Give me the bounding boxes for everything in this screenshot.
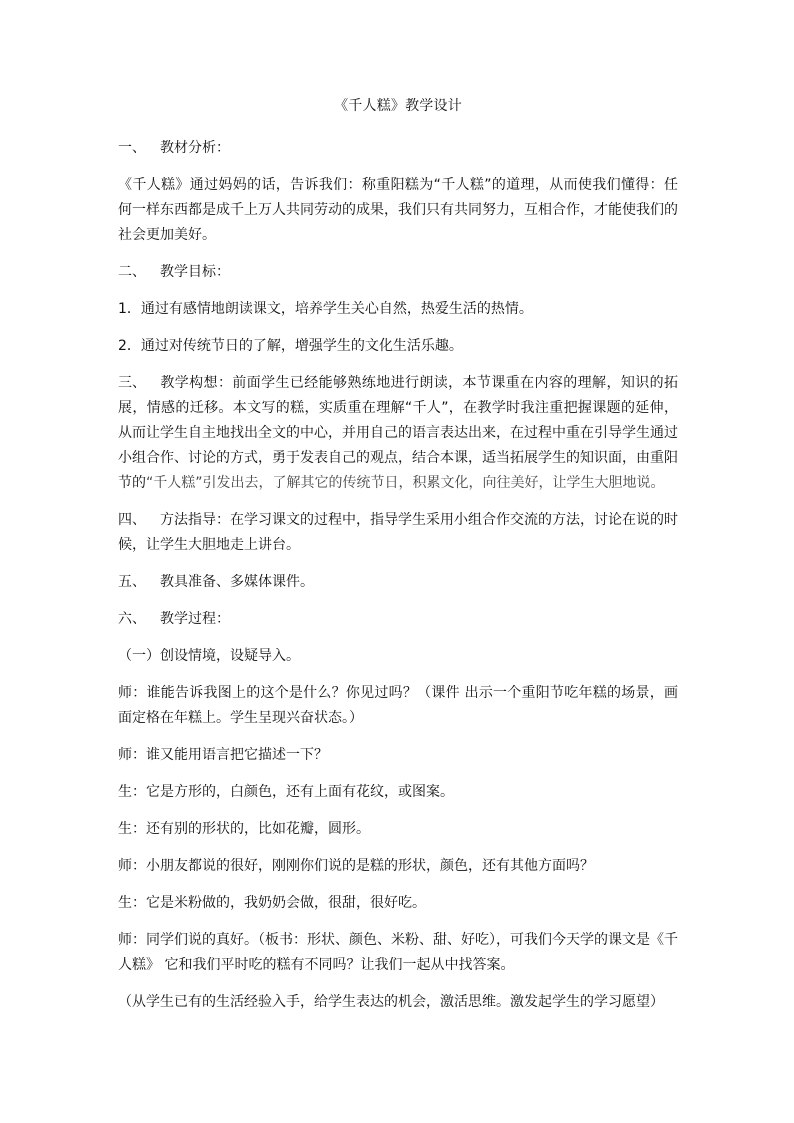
analysis-paragraph: 《千人糕》通过妈妈的话，告诉我们：称重阳糕为“千人糕”的道理，从而使我们懂得：任何一样东西都是成千上万人共同劳动的成果，我们只有共同努力，互相合作，才能使我们的社会更加美好。 — [118, 177, 678, 243]
section-heading-analysis — [118, 136, 678, 161]
dialogue-line: 师：谁又能用语言把它描述一下？ — [118, 747, 328, 763]
section-label: 教学目标： — [160, 264, 230, 280]
teaching-note: （从学生已有的生活经验入手，给学生表达的机会，激活思维。激发起学生的学习愿望） — [118, 994, 664, 1010]
method-guidance-text: 方法指导：在学习课文的过程中，指导学生采用小组合作交流的方法，讨论在说的时候，让学生大胆地走上讲台。 — [118, 512, 678, 553]
dialogue-line: 生：还有别的形状的，比如花瓣，圆形。 — [118, 821, 370, 837]
teaching-concept-text: 教学构想：前面学生已经能够熟练地进行朗读，本节课重在内容的理解，知识的拓展，情感的迁移。本文写的糕，实质重在理解“千人”，在教学时我注重把握课题的延伸，从而让学生自主地找出全文的中心，并用自己的语言表达出来，在过程中重在引导学生通过小组合作、讨论的方式，勇于发表自己的观点，结合本课，适当拓展学生的知识面，由重阳节的 — [118, 375, 678, 491]
section-number: 三、 — [118, 375, 146, 391]
dialogue-line: 师：谁能告诉我图上的这个是什么？你见过吗？（课件 出示一个重阳节吃年糕的场景，画面定格在年糕上。学生呈现兴奋状态。） — [118, 685, 678, 726]
method-guidance-paragraph — [118, 508, 678, 558]
goal-item-1: 1．通过有感情地朗读课文，培养学生关心自然，热爱生活的热情。 — [118, 301, 533, 317]
section-heading-goals — [118, 260, 678, 285]
section-number: 二、 — [118, 264, 146, 280]
section-label: 教学过程： — [160, 611, 230, 627]
document-body — [118, 96, 678, 1027]
teaching-concept-paragraph — [118, 371, 678, 496]
process-step-1: （一）创设情境，设疑导入。 — [118, 648, 300, 664]
dialogue-line: 生：它是方形的，白颜色，还有上面有花纹，或图案。 — [118, 784, 454, 800]
section-number: 四、 — [118, 512, 146, 528]
section-number: 五、 — [118, 574, 146, 590]
dialogue-line: 生：它是米粉做的，我奶奶会做，很甜，很好吃。 — [118, 895, 426, 911]
teaching-concept-tail: “千人糕”引发出去，了解其它的传统节日，积累文化，向往美好，让学生大胆地说。 — [146, 475, 665, 491]
section-label: 教具准备、多媒体课件。 — [160, 574, 314, 590]
section-label: 教材分析： — [160, 140, 230, 156]
dialogue-line: 师：同学们说的真好。（板书：形状、颜色、米粉、甜、好吃），可我们今天学的课文是《千人糕》 它和我们平时吃的糕有不同吗？让我们一起从中找答案。 — [118, 932, 678, 973]
goal-item-2: 2．通过对传统节日的了解，增强学生的文化生活乐趣。 — [118, 338, 463, 354]
document-title: 《千人糕》教学设计 — [334, 98, 462, 114]
section-heading-materials — [118, 570, 678, 595]
section-number: 一、 — [118, 140, 146, 156]
section-heading-process — [118, 607, 678, 632]
dialogue-line: 师：小朋友都说的很好，刚刚你们说的是糕的形状，颜色，还有其他方面吗？ — [118, 858, 594, 874]
section-number: 六、 — [118, 611, 146, 627]
